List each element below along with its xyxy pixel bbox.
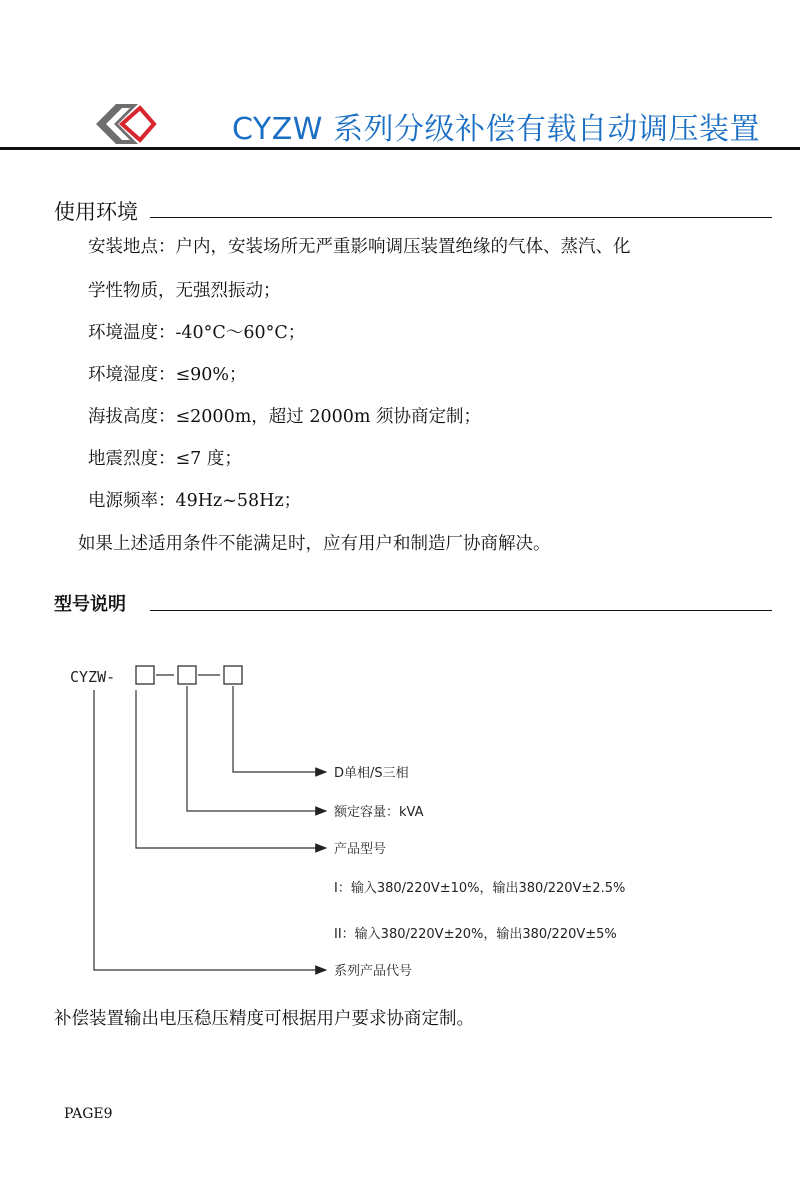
environment-heading: 使用环境	[54, 200, 138, 224]
env-line-frequency: 电源频率：49Hz~58Hz；	[88, 491, 302, 511]
code-box-3	[224, 666, 242, 684]
connector-capacity	[187, 686, 326, 811]
code-box-2	[178, 666, 196, 684]
code-box-1	[136, 666, 154, 684]
env-line-seismic: 地震烈度：≤7 度；	[88, 449, 242, 469]
env-line-temperature: 环境温度：-40°C～60°C；	[88, 323, 306, 343]
page-title: CYZW 系列分级补偿有载自动调压装置	[232, 112, 760, 147]
label-type-i: I：输入380/220V±10%，输出380/220V±2.5%	[334, 881, 626, 896]
model-code-prefix: CYZW-	[70, 668, 116, 686]
precision-note: 补偿装置输出电压稳压精度可根据用户要求协商定制。	[54, 1009, 474, 1029]
label-series-code: 系列产品代号	[334, 964, 413, 979]
model-heading: 型号说明	[54, 594, 126, 615]
label-type-ii: II：输入380/220V±20%，输出380/220V±5%	[334, 927, 617, 942]
environment-heading-rule	[150, 217, 772, 218]
connector-product-type	[136, 690, 326, 848]
label-rated-capacity: 额定容量：kVA	[334, 805, 424, 820]
env-line-install-location: 安装地点：户内，安装场所无严重影响调压装置绝缘的气体、蒸汽、化	[88, 237, 631, 257]
model-heading-rule	[150, 610, 772, 611]
env-line-install-location-cont: 学性物质，无强烈振动；	[88, 281, 281, 301]
label-phase: D单相/S三相	[334, 766, 409, 781]
diamond-logo-icon	[92, 100, 158, 148]
env-line-humidity: 环境湿度：≤90%；	[88, 365, 247, 385]
env-line-conditions-note: 如果上述适用条件不能满足时，应有用户和制造厂协商解决。	[78, 534, 551, 554]
page-number: PAGE9	[64, 1106, 113, 1122]
connector-phase	[233, 686, 326, 772]
connector-series-code	[94, 690, 326, 970]
env-line-altitude: 海拔高度：≤2000m，超过 2000m 须协商定制；	[88, 407, 482, 427]
header-divider	[0, 147, 800, 150]
model-code-diagram	[64, 654, 744, 994]
label-product-type: 产品型号	[334, 842, 387, 857]
